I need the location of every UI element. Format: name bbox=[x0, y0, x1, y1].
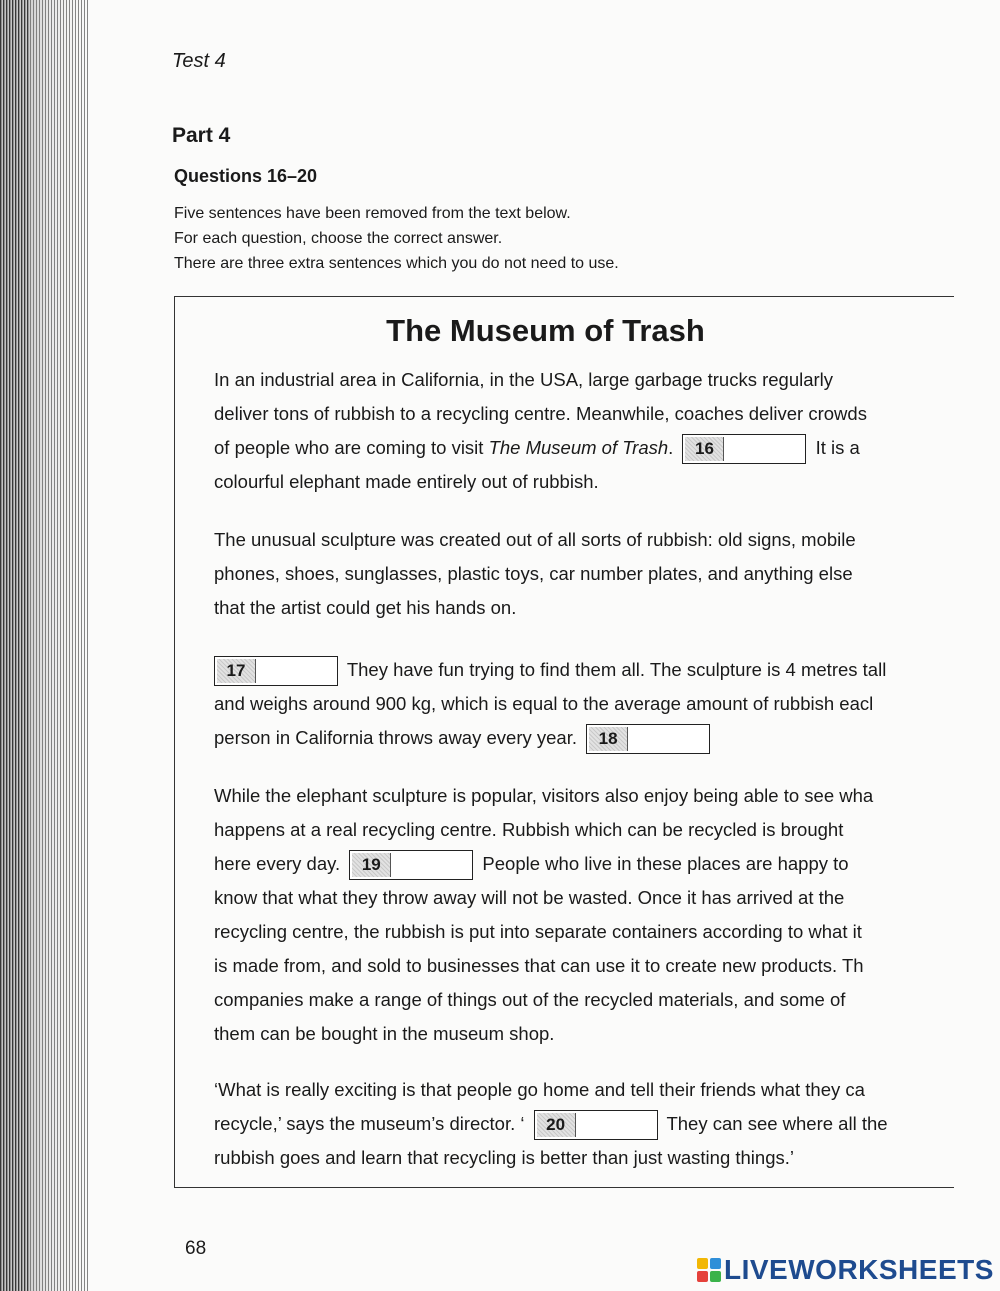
gap-number: 19 bbox=[352, 853, 391, 877]
article-title: The Museum of Trash bbox=[386, 313, 705, 348]
gap-number: 20 bbox=[537, 1113, 576, 1137]
instruction-line: Five sentences have been removed from the text below. bbox=[174, 205, 571, 222]
paragraph-2: The unusual sculpture was created out of all sorts of rubbish: old signs, mobile phones, shoes, sunglasses, plastic toys, car number plates, and anything else that the artist could get his hands on. bbox=[214, 529, 856, 618]
book-binding-edge bbox=[0, 0, 30, 1291]
answer-gap-19[interactable] bbox=[349, 850, 473, 880]
paragraph-1: In an industrial area in California, in the USA, large garbage trucks regularly deliver tons of rubbish to a recycling centre. Meanwhile, coaches deliver crowds of people who are coming to visit The Museum of Trash. 16 It is a colourful elephant made entirely out of rubbish. bbox=[214, 369, 867, 492]
test-label: Test 4 bbox=[172, 50, 226, 72]
instruction-line: There are three extra sentences which you do not need to use. bbox=[174, 255, 619, 272]
answer-gap-17[interactable] bbox=[214, 656, 338, 686]
logo-text: LIVEWORKSHEETS bbox=[724, 1254, 994, 1285]
gap-number: 16 bbox=[685, 437, 724, 461]
answer-gap-18[interactable] bbox=[586, 724, 710, 754]
part-title: Part 4 bbox=[172, 124, 231, 147]
paragraph-4: While the elephant sculpture is popular, visitors also enjoy being able to see wha happens at a real recycling centre. Rubbish which can be recycled is brought here every day. 19 People who live in these places are happy to know that what they throw away will not be wasted. Once it has arrived at the recycling centre, the rubbish is put into separate containers according to what it is made from, and sold to businesses that can use it to create new products. Th companies make a range of things out of the recycled materials, and some of them can be bought in the museum shop. bbox=[214, 785, 874, 1044]
logo-blocks-icon bbox=[697, 1258, 721, 1282]
answer-gap-16[interactable] bbox=[682, 434, 806, 464]
instructions bbox=[174, 201, 619, 276]
gap-number: 18 bbox=[589, 727, 628, 751]
page-number: 68 bbox=[185, 1238, 207, 1259]
instruction-line: For each question, choose the correct answer. bbox=[174, 230, 503, 247]
answer-gap-20[interactable] bbox=[534, 1110, 658, 1140]
article-box bbox=[174, 296, 954, 1188]
questions-title: Questions 16–20 bbox=[174, 166, 318, 186]
paragraph-3: 17 They have fun trying to find them all. The sculpture is 4 metres tall and weighs around 900 kg, which is equal to the average amount of rubbish eacl person in California throws away every year. 18 bbox=[214, 653, 954, 755]
paragraph-5: ‘What is really exciting is that people go home and tell their friends what they ca recycle,’ says the museum’s director. ‘ 20 They can see where all the rubbish goes and learn that recycling is better than just wasting things.’ bbox=[214, 1079, 888, 1168]
liveworksheets-logo bbox=[697, 1254, 994, 1286]
gap-number: 17 bbox=[217, 659, 256, 683]
